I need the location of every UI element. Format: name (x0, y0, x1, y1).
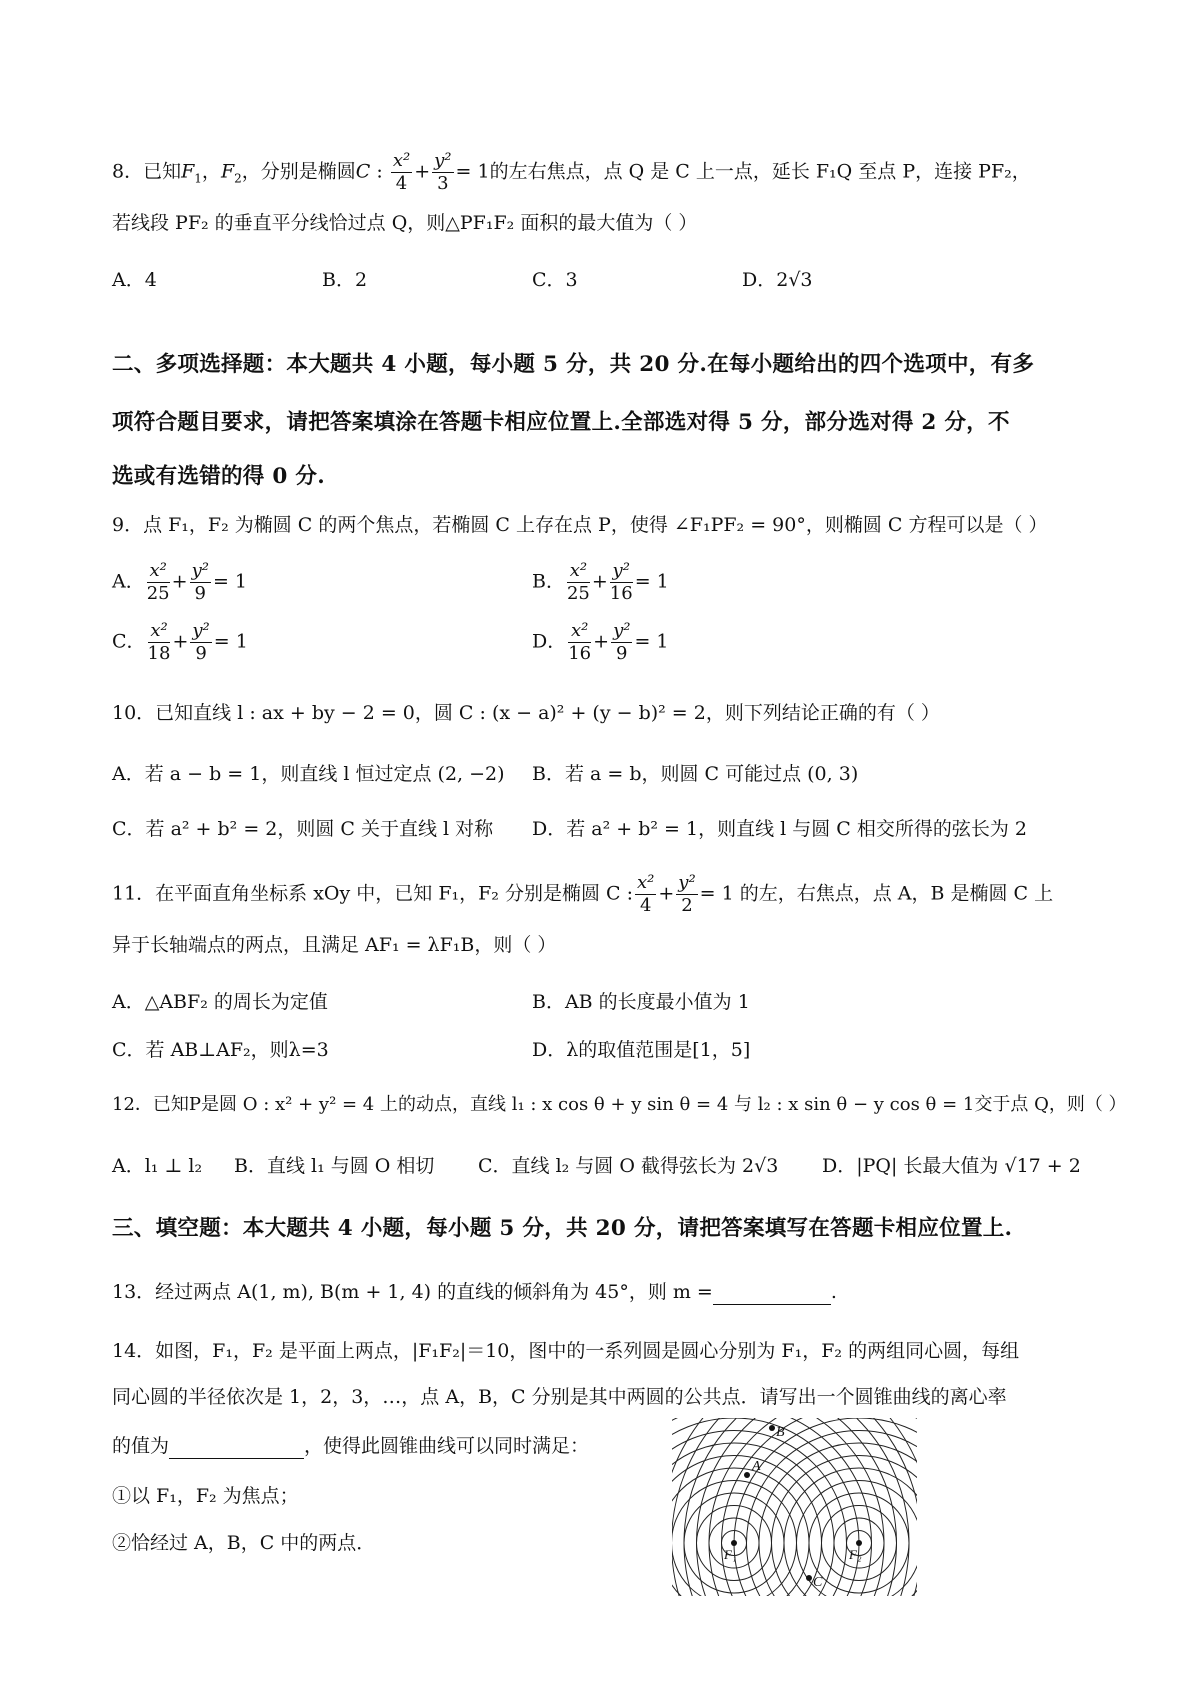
concentric-circle-2-16 (672, 1418, 917, 1596)
concentric-circle-2-10 (734, 1418, 917, 1596)
section3-heading: 三、填空题：本大题共 4 小题，每小题 5 分，共 20 分，请把答案填写在答题卡相应位置上. (112, 1216, 1013, 1241)
q10-option-d[interactable]: D．若 a² + b² = 1，则直线 l 与圆 C 相交所得的弦长为 2 (532, 818, 1027, 840)
q13-line: 13．经过两点 A(1, m), B(m + 1, 4) 的直线的倾斜角为 45°，则 m = . (112, 1281, 837, 1303)
section2-line3: 选或有选错的得 0 分. (112, 464, 326, 489)
q8-option-c[interactable]: C．3 (532, 269, 578, 291)
focus-f1-point (731, 1540, 737, 1546)
concentric-circle-1-12 (672, 1418, 884, 1596)
concentric-circle-1-15 (672, 1418, 917, 1596)
q11-option-d[interactable]: D．λ的取值范围是[1，5] (532, 1039, 751, 1061)
label-b: B (776, 1425, 785, 1440)
q8-text-c: ，分别是椭圆 (241, 160, 356, 183)
label-f1: F₁ (724, 1547, 737, 1562)
q9-option-c[interactable]: C． $\frac{\text{x²}}{18}$ + $\frac{\text{y²}}{9}$ = 1 (112, 620, 248, 664)
concentric-circle-2-9 (747, 1431, 918, 1597)
q14-condition1: ①以 F₁，F₂ 为焦点； (112, 1485, 299, 1507)
q14-condition2: ②恰经过 A，B，C 中的两点． (112, 1532, 376, 1554)
q8-text-a: 8．已知 (112, 160, 182, 183)
concentric-circle-2-13 (697, 1418, 918, 1596)
q13-answer-blank[interactable] (713, 1280, 831, 1305)
q10-stem: 10．已知直线 l : ax + by − 2 = 0，圆 C : (x − a)² + (y − b)² = 2，则下列结论正确的有（ ） (112, 702, 940, 724)
q8-option-d[interactable]: D．2√3 (742, 269, 813, 291)
q8-frac-x: $\frac{\text{x²}}{4}$ (392, 150, 411, 194)
q14-line2: 同心圆的半径依次是 1，2，3，…，点 A，B，C 分别是其中两圆的公共点．请写出一个圆锥曲线的离心率 (112, 1386, 1007, 1408)
q11-line1: 11．在平面直角坐标系 xOy 中，已知 F₁，F₂ 分别是椭圆 C : $\frac{\text{x²}}{4}$ + $\frac{\text{y²}}{2}$ = 1 的左，右焦点，点 A，B 是椭圆 C 上 (112, 872, 1054, 916)
focus-f2-point (856, 1540, 862, 1546)
circle-group (672, 1418, 917, 1596)
q12-option-b[interactable]: B．直线 l₁ 与圆 O 相切 (234, 1155, 435, 1177)
q8-line1: 8．已知$F_1$，$F_2$，分别是椭圆C : $\frac{\text{x²}}{4}$ + $\frac{\text{y²}}{3}$ = 1的左右焦点，点 Q 是 C 上一点，延长 F₁Q 至点 P，连接 PF₂， (112, 150, 1031, 194)
q8-frac-y: $\frac{\text{y²}}{3}$ (434, 150, 452, 194)
q9-option-d[interactable]: D． $\frac{\text{x²}}{16}$ + $\frac{\text{y²}}{9}$ = 1 (532, 620, 669, 664)
q11-option-a[interactable]: A．△ABF₂ 的周长为定值 (112, 991, 328, 1013)
q8-option-a[interactable]: A．4 (112, 269, 157, 291)
q14-answer-blank[interactable] (169, 1434, 304, 1459)
q8-text-d: 的左右焦点，点 Q 是 C 上一点，延长 F₁Q 至点 P，连接 PF₂， (489, 160, 1031, 183)
point-b (769, 1425, 775, 1431)
label-a: A (752, 1459, 761, 1474)
point-a (744, 1472, 750, 1478)
point-c (806, 1575, 812, 1581)
q14-line1: 14．如图，F₁，F₂ 是平面上两点，|F₁F₂|＝10，图中的一系列圆是圆心分别为 F₁，F₂ 的两组同心圆，每组 (112, 1340, 1020, 1362)
q12-stem: 12．已知P是圆 O : x² + y² = 4 上的动点，直线 l₁ : x cos θ + y sin θ = 4 与 l₂ : x sin θ − y cos θ = 1交于点 Q，则（ ） (112, 1094, 1127, 1115)
concentric-circle-2-6 (784, 1468, 917, 1596)
q8-comma: ， (201, 160, 221, 183)
concentric-circle-2-15 (672, 1418, 917, 1596)
q12-option-a[interactable]: A．l₁ ⊥ l₂ (112, 1155, 203, 1177)
q9-stem: 9．点 F₁，F₂ 为椭圆 C 的两个焦点，若椭圆 C 上存在点 P，使得 ∠F₁PF₂ = 90°，则椭圆 C 方程可以是（ ） (112, 514, 1048, 536)
section2-line2: 项符合题目要求，请把答案填涂在答题卡相应位置上.全部选对得 5 分，部分选对得 2 分，不 (112, 410, 1010, 435)
concentric-circle-1-16 (672, 1418, 917, 1596)
q12-option-c[interactable]: C．直线 l₂ 与圆 O 截得弦长为 2√3 (478, 1155, 779, 1177)
label-f2: F₂ (849, 1547, 862, 1562)
concentric-circle-1-13 (672, 1418, 897, 1596)
q11-line2: 异于长轴端点的两点，且满足 AF₁ = λF₁B，则（ ） (112, 934, 557, 956)
q8-option-b[interactable]: B．2 (322, 269, 368, 291)
q11-option-b[interactable]: B．AB 的长度最小值为 1 (532, 991, 750, 1013)
q10-option-c[interactable]: C．若 a² + b² = 2，则圆 C 关于直线 l 对称 (112, 818, 494, 840)
q9-option-a[interactable]: A． $\frac{\text{x²}}{25}$ + $\frac{\text{y²}}{9}$ = 1 (112, 560, 248, 604)
q8-line2: 若线段 PF₂ 的垂直平分线恰过点 Q，则△PF₁F₂ 面积的最大值为（ ） (112, 212, 698, 234)
section2-line1: 二、多项选择题：本大题共 4 小题，每小题 5 分，共 20 分.在每小题给出的四个选项中，有多 (112, 352, 1035, 377)
q12-option-d[interactable]: D．|PQ| 长最大值为 √17 + 2 (822, 1155, 1081, 1177)
q11-option-c[interactable]: C．若 AB⊥AF₂，则λ=3 (112, 1039, 329, 1061)
q10-option-a[interactable]: A．若 a − b = 1，则直线 l 恒过定点 (2, −2) (112, 763, 505, 785)
concentric-circles-figure (672, 1418, 917, 1596)
q10-option-b[interactable]: B．若 a = b，则圆 C 可能过点 (0, 3) (532, 763, 859, 785)
label-c: C (813, 1575, 823, 1590)
q14-line3: 的值为 ，使得此圆锥曲线可以同时满足： (112, 1435, 590, 1457)
q9-option-b[interactable]: B． $\frac{\text{x²}}{25}$ + $\frac{\text{y²}}{16}$ = 1 (532, 560, 669, 604)
